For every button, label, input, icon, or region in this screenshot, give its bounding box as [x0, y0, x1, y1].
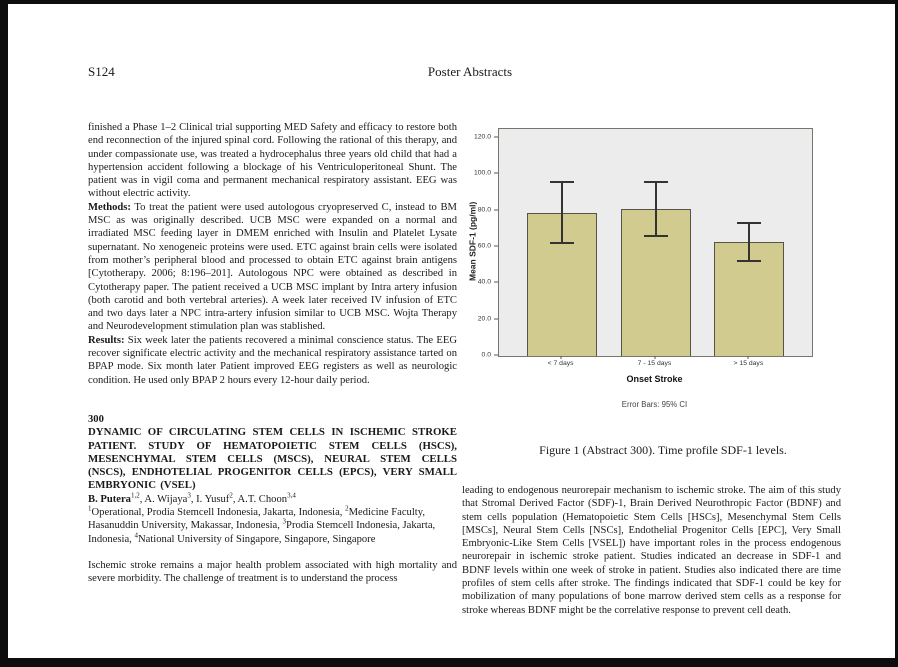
author-2-affil-sup: 3 [187, 491, 191, 500]
x-axis-labels [498, 356, 811, 370]
error-bar-line [655, 182, 657, 236]
y-tick-label: 20.0 [477, 315, 491, 323]
journal-page [8, 4, 895, 658]
x-tick-mark [748, 356, 749, 359]
error-bar-cap [737, 260, 761, 262]
error-bar-cap [644, 235, 668, 237]
author-1: B. Putera [88, 493, 131, 505]
error-bar-cap [737, 222, 761, 224]
running-head: Poster Abstracts [427, 64, 513, 79]
results-label: Results: [88, 334, 125, 346]
affil-2: Medicine Faculty, Hasanuddin University, Makassar, Indonesia, [88, 507, 425, 532]
affil-1-sup: 1 [88, 504, 92, 513]
methods-text: To treat the patient were used autologous cryopreserved C, instead to BM MSC as was originally described. UCB MSC were expanded on a normal and irradiated MSC feeding layer in DMEM enriched with Insulin and Platelet Lysate supernatant. No xenogeneic proteins were used. ETC against brain cells were isolated from mother’s peripheral blood and processed to obtain ETC against brain antigens [Cytotherapy. 2006; 8:196–201]. Autologous NPC were obtained as described in Cytotherapy paper. The patient received a UCB MSC implant by Intra artery infusion (both carotid and both vertebral arteries). A week later received IV infusion of ETC and two days later a NPC intra-artery infusion similar to UCB MSC. Wojta Therapy and Neurodevelopment stimulation plan was stablished. [88, 201, 457, 333]
bar-plot-area [498, 128, 813, 357]
y-tick-label: 120.0 [473, 133, 491, 141]
x-tick-label: > 15 days [733, 360, 764, 367]
x-tick-label: 7 - 15 days [637, 360, 672, 367]
x-axis-title: Onset Stroke [626, 374, 683, 384]
page-header [8, 64, 895, 82]
author-1-affil-sup: 1,2 [130, 491, 140, 500]
affil-3-sup: 3 [282, 517, 287, 526]
author-2: , A. Wijaya [139, 493, 188, 505]
error-bar-cap [644, 181, 668, 183]
x-tick-mark [560, 356, 561, 359]
affil-3: Prodia Stemcell Indonesia, Jakarta, Indonesia, [88, 520, 436, 545]
error-bar-line [748, 223, 750, 261]
page-number: S124 [88, 64, 115, 79]
error-bar-cap [550, 242, 574, 244]
sdf1-bar-chart [466, 110, 860, 410]
author-line [88, 493, 457, 506]
abstract-299-continuation [88, 121, 457, 201]
abstract-300-body: leading to endogenous neurorepair mechanism to ischemic stroke. The aim of this study that Stromal Derived Factor (SDF)-1, Brain Derived Neurothropic Factor (BDNF) and stem cells population (Hematopoietic Stem Cells [HSCs], Mesenchymal Stem Cells [MSCs], Neural Stem Cells [NSCs], Endothelial Progenitor Cells [EPC], Very Small Embryonic-Like Stem Cells [VSEL]) have important roles in the process endogenous neurorepair in ischemic stroke patient. Studies indicated an decrease in SDF-1 and BDNF levels within one week of stroke in patient. Studies also indicated there are time profiles of stem cells after stroke. The findings indicated that SDF-1 could be key for mobilization of many populations of bone marrow derived stem cells as a response for stroke whereas BDNF might be the correlative response to prevent cell death. [462, 485, 841, 616]
error-bars-note: Error Bars: 95% CI [621, 400, 688, 409]
figure-caption: Figure 1 (Abstract 300). Time profile SDF-1 levels. [539, 443, 787, 457]
author-4: , A.T. Choon [232, 493, 288, 505]
affil-4: National University of Singapore, Singapore, Singapore [137, 533, 376, 545]
abstract-number: 300 [88, 413, 104, 425]
figure-1 [466, 110, 860, 458]
abstract-299-body-text: finished a Phase 1–2 Clinical trial supporting MED Safety and efficacy to restore both end reconnection of the injured spinal cord. Following the rational of this therapy, and under compassionate use, was treated a hydrocephalus three years old child that had a hypertension accident following a blockage of his Ventriculoperitoneal Shunt. The patient was in vigil coma and permanent mechanical respiratory assistant. EEG was without electric activity. [88, 122, 457, 200]
abstract-300-intro: Ischemic stroke remains a major health problem associated with high mortality and severe morbidity. The challenge of treatment is to understand the process [88, 559, 457, 585]
results-text: Six week later the patients recovered a minimal conscience status. The EEG recover significate electric activity and the mechanical respiratory assistance tarted on BPAP mode. Six month later Patient improved EEG registers as well as neurologic condition. He used only BPAP 2 hours every 12-hour daily period. [88, 334, 457, 386]
affiliation-list [88, 506, 457, 546]
author-4-affil-sup: 3,4 [287, 491, 296, 500]
x-tick-mark [654, 356, 655, 359]
y-axis-label: Mean SDF-1 (pg/ml) [467, 201, 478, 282]
affil-2-sup: 2 [345, 504, 349, 513]
affil-1: Operational, Prodia Stemcell Indonesia, Jakarta, Indonesia, [91, 507, 346, 519]
y-tick-label: 0.0 [481, 351, 491, 359]
affil-4-sup: 4 [134, 531, 138, 540]
error-bar-cap [550, 181, 574, 183]
methods-label: Methods: [88, 201, 131, 213]
author-3: , I. Yusuf [190, 493, 230, 505]
abstract-title: DYNAMIC OF CIRCULATING STEM CELLS IN ISCHEMIC STROKE PATIENT. STUDY OF HEMATOPOIETIC STEM CELLS (HSCS), MESENCHYMAL STEM CELLS (MSCS), NEURAL STEM CELLS (NSCS), ENDHOTELIAL PROGENITOR CELLS (EPCS), VERY SMALL EMBRYONIC (VSEL) [88, 426, 457, 492]
y-tick-label: 100.0 [473, 169, 491, 177]
y-tick-label: 40.0 [477, 278, 491, 286]
x-tick-label: < 7 days [547, 360, 574, 367]
y-axis [466, 128, 498, 359]
left-column [88, 121, 457, 586]
y-tick-label: 60.0 [477, 242, 491, 250]
abstract-299-methods [88, 201, 457, 334]
right-column [462, 484, 841, 617]
error-bar-line [561, 182, 563, 243]
y-tick-label: 80.0 [477, 206, 491, 214]
author-3-affil-sup: 2 [229, 491, 233, 500]
abstract-299-results [88, 334, 457, 387]
